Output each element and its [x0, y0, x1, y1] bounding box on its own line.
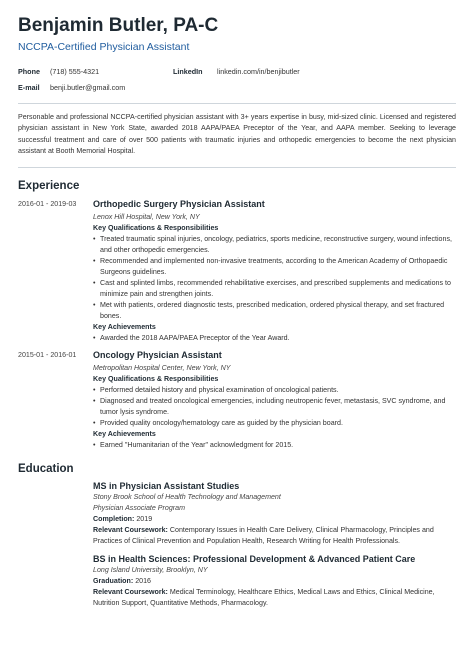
qualifications-heading: Key Qualifications & Responsibilities — [93, 224, 219, 233]
coursework-line — [93, 587, 456, 609]
list-item: • Recommended and implemented non-invasive treatments, according to the American Academy of Orthopaedic Surgeons guidelines. — [93, 256, 456, 278]
phone-value: (718) 555-4321 — [50, 67, 100, 76]
contact-info — [18, 67, 456, 92]
achievements-list — [93, 440, 456, 451]
education-heading: Education — [18, 463, 74, 476]
qualifications-list — [93, 234, 456, 322]
graduation-year: 2016 — [135, 577, 151, 586]
completion-label: Completion: — [93, 515, 135, 524]
email-label: E-mail — [18, 83, 40, 92]
linkedin-link[interactable]: linkedin.com/in/benjibutler — [217, 67, 300, 76]
degree-title: BS in Health Sciences: Professional Development & Advanced Patient Care — [93, 554, 416, 565]
degree-title: MS in Physician Assistant Studies — [93, 481, 240, 492]
achievements-heading: Key Achievements — [93, 430, 156, 439]
list-item: • Met with patients, ordered diagnostic tests, prescribed medication, ordered physical therapy, and set fractured bones. — [93, 300, 456, 322]
contact-email — [18, 83, 173, 92]
contact-linkedin — [173, 67, 456, 76]
coursework-label: Relevant Coursework: — [93, 526, 168, 535]
list-item: • Cast and splinted limbs, recommended rehabilitative exercises, and prescribed supplements and medications to minimize pain and strengthen joints. — [93, 278, 456, 300]
job-dates: 2015-01 - 2016-01 — [18, 351, 77, 360]
coursework-line — [93, 525, 456, 547]
completion-year: 2019 — [136, 515, 153, 524]
list-item: • Provided quality oncology/hematology care as guided by the physician board. — [93, 418, 456, 429]
divider — [18, 167, 456, 168]
education-entry — [93, 480, 456, 547]
email-link[interactable]: benji.butler@gmail.com — [50, 83, 126, 92]
job-entry — [18, 349, 456, 451]
job-entry — [18, 198, 456, 344]
graduation-line — [93, 576, 456, 587]
list-item: • Performed detailed history and physical examination of oncological patients. — [93, 385, 456, 396]
list-item: • Awarded the 2018 AAPA/PAEA Preceptor of the Year Award. — [93, 333, 456, 344]
job-title: Oncology Physician Assistant — [93, 350, 222, 361]
contact-phone — [18, 67, 173, 76]
achievements-list — [93, 333, 456, 344]
list-item: • Diagnosed and treated oncological emergencies, including neutropenic fever, metastasis, SVC syndrome, and tumor lysis syndrome. — [93, 396, 456, 418]
job-title: Orthopedic Surgery Physician Assistant — [93, 199, 265, 210]
qualifications-list — [93, 385, 456, 429]
linkedin-label: LinkedIn — [173, 67, 203, 76]
graduation-label: Graduation: — [93, 577, 134, 586]
experience-heading: Experience — [18, 180, 80, 193]
job-details — [93, 198, 456, 344]
coursework-text: Medical Terminology, Healthcare Ethics, Medical Laws and Ethics, Clinical Medicine, Nutrition Support, Quantitative Methods, Pharmacology. — [93, 588, 435, 608]
candidate-title: NCCPA-Certified Physician Assistant — [18, 41, 190, 53]
job-details — [93, 349, 456, 451]
candidate-name: Benjamin Butler, PA-C — [18, 15, 219, 36]
job-dates: 2016-01 - 2019-03 — [18, 200, 77, 209]
coursework-label: Relevant Coursework: — [93, 588, 168, 597]
qualifications-heading: Key Qualifications & Responsibilities — [93, 375, 219, 384]
school-name: Stony Brook School of Health Technology and Management — [93, 493, 281, 502]
profile-summary: Personable and professional NCCPA-certified physician assistant with 3+ years expertise in busy, mid-sized clinic. Licensed and registered physician assistant in New York State, awarded 2018 AAPA/PAEA Preceptor of the Year, and AAPA member. Seeking to leverage successful treatment and care of over 500 patients with traumatic injuries and orthopedic emergencies to become the next physician assistant at Booth Memorial Hospital. — [18, 113, 456, 155]
list-item: • Earned "Humanitarian of the Year" acknowledgment for 2015. — [93, 440, 456, 451]
school-name: Long Island University, Brooklyn, NY — [93, 566, 208, 575]
coursework-text: Contemporary Issues in Health Care Delivery, Clinical Pharmacology, Principles and Practices of Clinical Prevention and Population Health, Research Writing for Health Professionals. — [93, 526, 434, 546]
divider — [18, 103, 456, 104]
phone-label: Phone — [18, 67, 40, 76]
completion-line — [93, 514, 456, 525]
job-employer: Metropolitan Hospital Center, New York, NY — [93, 364, 231, 373]
list-item: • Treated traumatic spinal injuries, oncology, pediatrics, sports medicine, reconstructive surgery, wound infections, and other orthopedic emergencies. — [93, 234, 456, 256]
education-entry — [93, 553, 456, 609]
program-name: Physician Associate Program — [93, 504, 185, 513]
job-employer: Lenox Hill Hospital, New York, NY — [93, 213, 200, 222]
achievements-heading: Key Achievements — [93, 323, 156, 332]
